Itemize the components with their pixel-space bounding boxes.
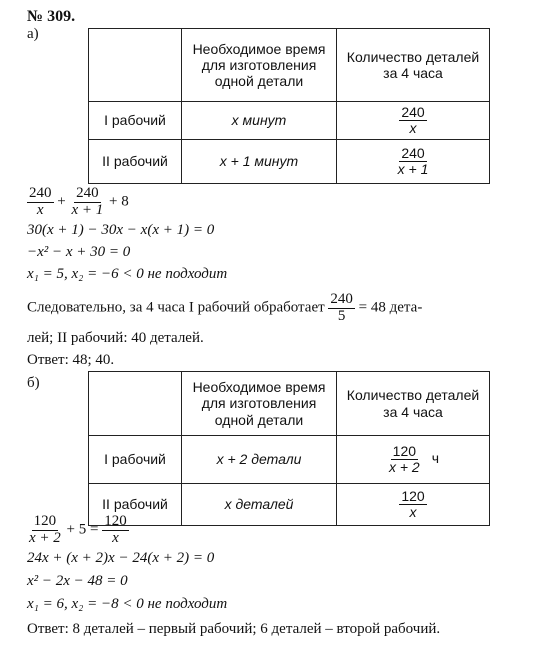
part-a-table	[88, 28, 490, 184]
worker-name: I рабочий	[89, 436, 182, 484]
unit-label: ч	[431, 450, 440, 467]
header-cell: Количество деталей за 4 часа	[337, 372, 490, 436]
table-row	[89, 102, 490, 140]
time-cell: x + 1 минут	[182, 140, 337, 184]
part-b-table	[88, 371, 490, 526]
equation: x₁ = 6, x₂ = −8 < 0 не подходит	[27, 596, 228, 612]
equation: 24x + (x + 2)x − 24(x + 2) = 0	[27, 550, 215, 566]
table-row	[89, 484, 490, 526]
header-cell: Необходимое время для изготовления одной детали	[182, 29, 337, 102]
part-b-label: б)	[27, 375, 40, 391]
table-header-row	[89, 29, 490, 102]
equation: 30(x + 1) − 30x − x(x + 1) = 0	[27, 222, 215, 238]
equation: x₁ = 5, x₂ = −6 < 0 не подходит	[27, 266, 228, 282]
worker-name: II рабочий	[89, 140, 182, 184]
worker-name: II рабочий	[89, 484, 182, 526]
header-cell: Необходимое время для изготовления одной детали	[182, 372, 337, 436]
table-header-row	[89, 372, 490, 436]
equation: −x² − x + 30 = 0	[27, 244, 131, 260]
header-cell	[89, 372, 182, 436]
count-cell	[337, 436, 490, 484]
conclusion: Следовательно, за 4 часа I рабочий обработает $\frac{240}{5}$ = 48 дета-	[27, 291, 423, 324]
table-row	[89, 436, 490, 484]
part-a-label: а)	[27, 26, 39, 42]
fraction: $\frac{240}{x + 1}$	[397, 145, 429, 177]
fraction: $\frac{240}{5}$	[330, 291, 353, 324]
equation: $\frac{240}{x}$ + $\frac{240}{x + 1}$ + 8	[29, 185, 129, 218]
count-cell	[337, 140, 490, 184]
header-cell	[89, 29, 182, 102]
time-cell: x деталей	[182, 484, 337, 526]
time-cell: x + 2 детали	[182, 436, 337, 484]
header-cell: Количество деталей за 4 часа	[337, 29, 490, 102]
equation: $\frac{120}{x + 2}$ + 5 = $\frac{120}{x}$	[29, 513, 127, 546]
fraction: $\frac{120}{x + 2}$	[388, 443, 420, 475]
problem-title: № 309.	[27, 8, 76, 25]
count-cell	[337, 484, 490, 526]
answer: Ответ: 48; 40.	[27, 352, 115, 368]
count-cell	[337, 102, 490, 140]
worker-name: I рабочий	[89, 102, 182, 140]
fraction: $\frac{120}{x}$	[401, 488, 425, 520]
conclusion-line2: лей; II рабочий: 40 деталей.	[27, 330, 204, 346]
equation: x² − 2x − 48 = 0	[27, 573, 128, 589]
fraction: $\frac{240}{x}$	[401, 104, 425, 136]
answer: Ответ: 8 деталей – первый рабочий; 6 деталей – второй рабочий.	[27, 621, 441, 637]
time-cell: x минут	[182, 102, 337, 140]
table-row	[89, 140, 490, 184]
